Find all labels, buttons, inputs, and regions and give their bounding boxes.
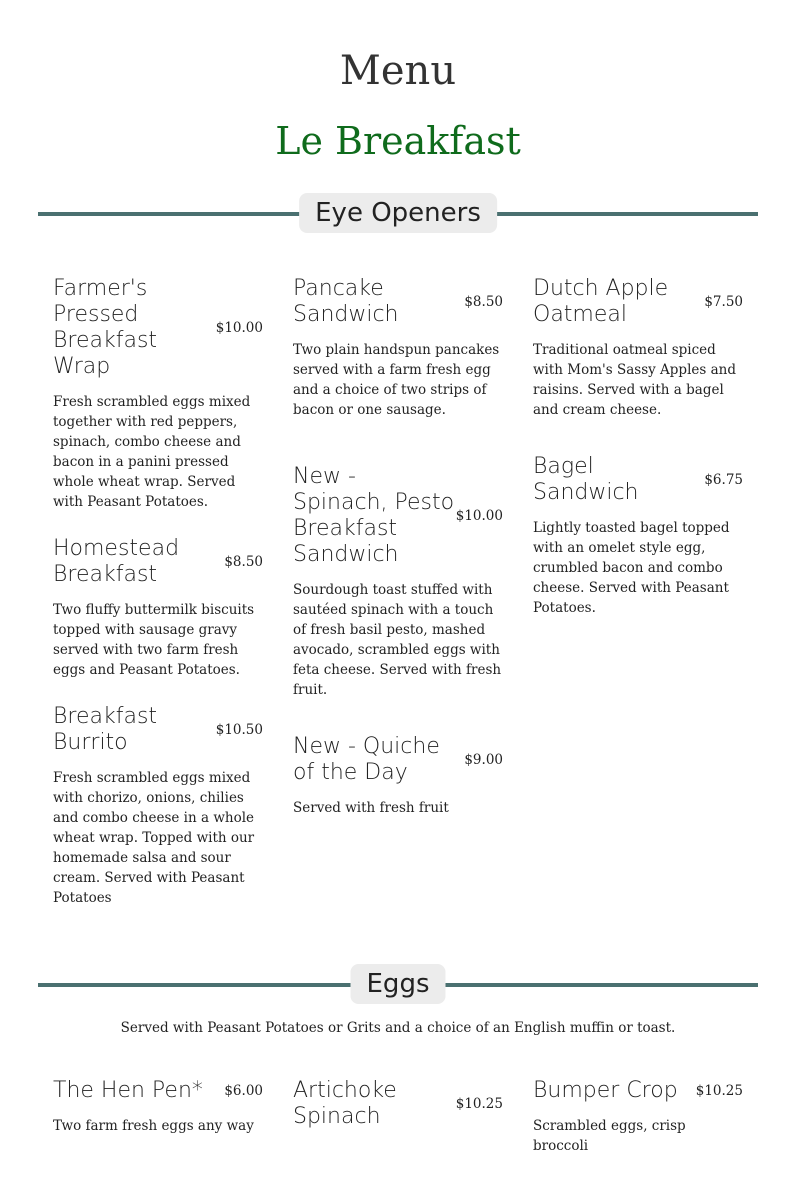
menu-item	[53, 1078, 263, 1136]
item-price: $10.25	[695, 1083, 743, 1099]
section-header-eye-openers	[38, 193, 758, 233]
item-description: Fresh scrambled eggs mixed with chorizo, onions, chilies and combo cheese in a whole wheat wrap. Topped with our homemade salsa and sour cream. Served with Peasant Potatoes	[53, 770, 255, 906]
eye-openers-column-1	[53, 276, 263, 932]
section-header-eggs	[38, 964, 758, 1004]
item-description: Two farm fresh eggs any way	[53, 1118, 254, 1134]
item-price: $10.00	[215, 320, 263, 336]
item-name: The Hen Pen*	[53, 1078, 203, 1103]
item-price: $10.00	[455, 508, 503, 524]
menu-item	[53, 704, 263, 908]
menu-item	[293, 276, 503, 420]
item-price: $8.50	[224, 554, 263, 570]
menu-item	[293, 1078, 503, 1130]
item-name: Dutch Apple Oatmeal	[533, 276, 669, 327]
item-name: New - Spinach, Pesto Breakfast Sandwich	[293, 464, 455, 567]
menu-item	[533, 454, 743, 618]
eggs-column-3	[533, 1078, 743, 1180]
menu-title: Menu	[339, 48, 457, 94]
section-title: Eye Openers	[299, 193, 497, 233]
item-price: $6.75	[704, 472, 743, 488]
menu-item	[53, 536, 263, 680]
item-name: Bagel Sandwich	[533, 454, 639, 505]
item-price: $7.50	[704, 294, 743, 310]
item-description: Lightly toasted bagel topped with an omelet style egg, crumbled bacon and combo cheese. Served with Peasant Potatoes.	[533, 520, 730, 616]
eggs-column-1	[53, 1078, 263, 1160]
item-name: Artichoke Spinach	[293, 1078, 397, 1129]
item-description: Two fluffy buttermilk biscuits topped with sausage gravy served with two farm fresh eggs and Peasant Potatoes.	[53, 602, 255, 678]
eye-openers-column-3	[533, 276, 743, 642]
item-price: $8.50	[464, 294, 503, 310]
eggs-column-2	[293, 1078, 503, 1154]
menu-item	[293, 734, 503, 818]
menu-item	[533, 1078, 743, 1156]
menu-item	[533, 276, 743, 420]
item-name: Pancake Sandwich	[293, 276, 399, 327]
item-description: Traditional oatmeal spiced with Mom's Sassy Apples and raisins. Served with a bagel and cream cheese.	[533, 342, 736, 418]
item-description: Served with fresh fruit	[293, 800, 449, 816]
menu-subtitle: Le Breakfast	[275, 119, 521, 163]
menu-item	[53, 276, 263, 512]
item-description: Sourdough toast stuffed with sautéed spinach with a touch of fresh basil pesto, mashed avocado, scrambled eggs with feta cheese. Served with fresh fruit.	[293, 582, 502, 698]
item-name: Breakfast Burrito	[53, 704, 158, 755]
item-name: Bumper Crop	[533, 1078, 678, 1103]
item-description: Scrambled eggs, crisp broccoli	[533, 1118, 686, 1154]
item-description: Fresh scrambled eggs mixed together with red peppers, spinach, combo cheese and bacon in a panini pressed whole wheat wrap. Served with Peasant Potatoes.	[53, 394, 251, 510]
item-price: $10.25	[455, 1096, 503, 1112]
item-name: Homestead Breakfast	[53, 536, 180, 587]
menu-item	[293, 464, 503, 700]
item-name: New - Quiche of the Day	[293, 734, 440, 785]
eggs-note: Served with Peasant Potatoes or Grits and a choice of an English muffin or toast.	[120, 1020, 676, 1036]
item-price: $9.00	[464, 752, 503, 768]
item-price: $10.50	[215, 722, 263, 738]
eye-openers-column-2	[293, 276, 503, 842]
item-price: $6.00	[224, 1083, 263, 1099]
item-name: Farmer's Pressed Breakfast Wrap	[53, 276, 158, 379]
item-description: Two plain handspun pancakes served with a farm fresh egg and a choice of two strips of bacon or one sausage.	[293, 342, 500, 418]
section-title: Eggs	[351, 964, 446, 1004]
